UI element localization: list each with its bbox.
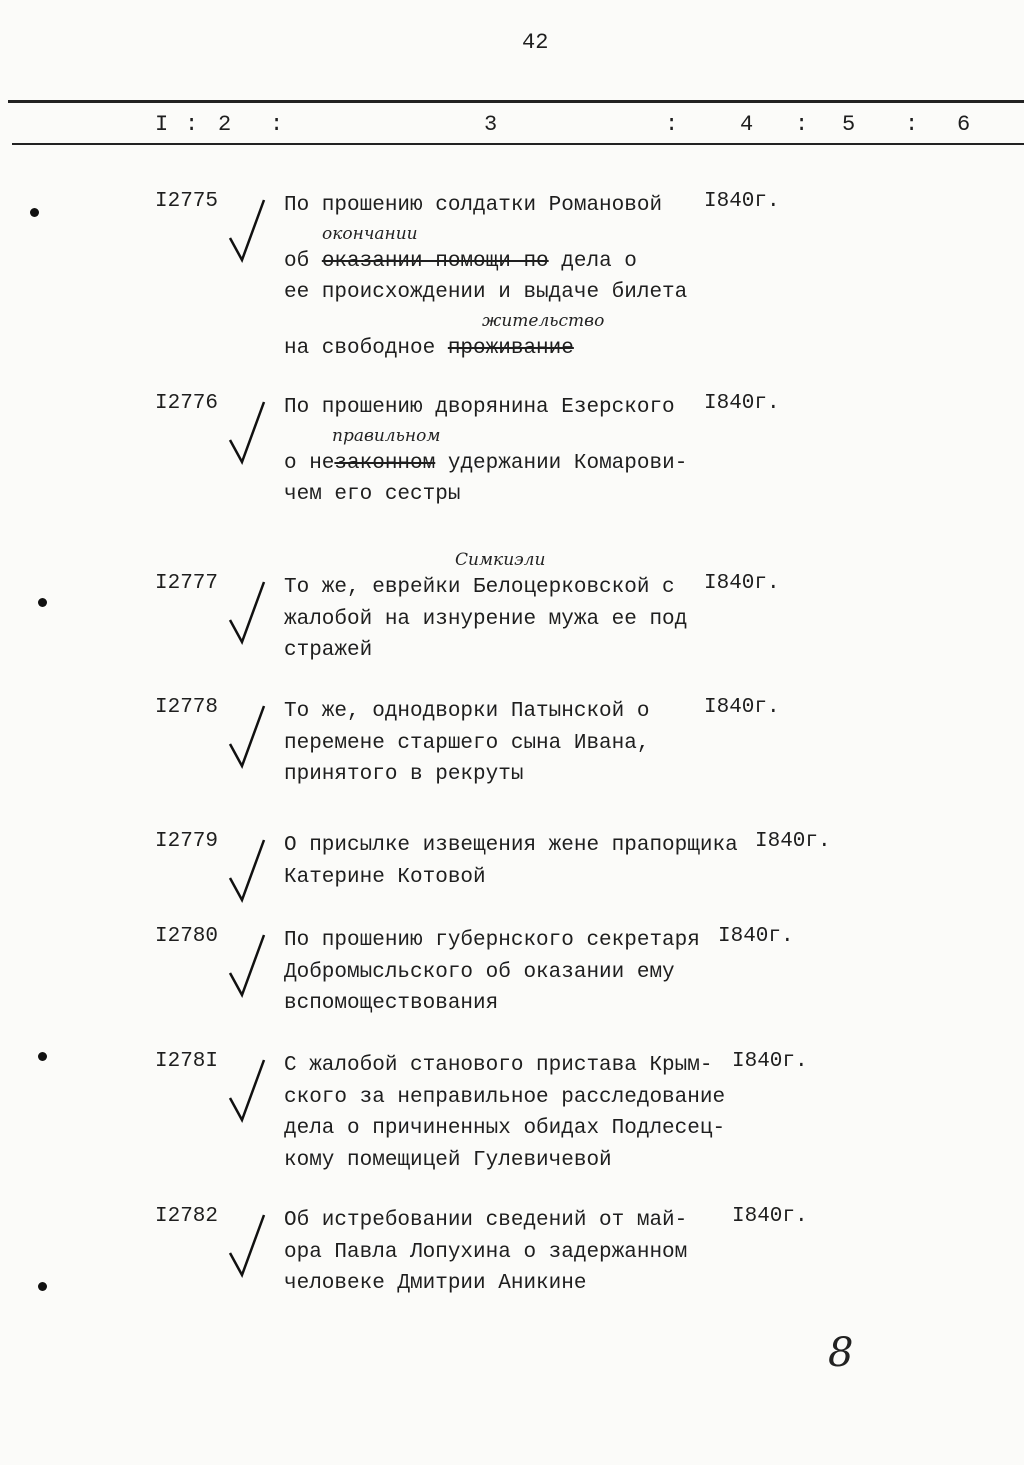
text-segment: удержании Комарови- xyxy=(435,451,688,475)
description-line xyxy=(284,696,649,728)
text-segment: дела о причиненных обидах Подлесец- xyxy=(284,1117,726,1140)
checkmark-icon xyxy=(222,704,272,779)
text-segment: чем его сестры xyxy=(284,483,461,506)
entry-year: I840г. xyxy=(732,1205,808,1228)
description-line xyxy=(284,925,700,957)
description-line xyxy=(284,1237,687,1269)
text-segment: стражей xyxy=(284,639,373,662)
checkmark-icon xyxy=(222,1058,272,1133)
description-line xyxy=(284,246,687,278)
entry-description xyxy=(284,190,687,364)
checkmark-icon xyxy=(222,1213,272,1288)
description-line xyxy=(284,988,700,1020)
col-sep: : xyxy=(665,112,679,137)
entry-year: I840г. xyxy=(704,696,780,719)
text-segment: Добромысльского об оказании ему xyxy=(284,960,675,984)
description-line xyxy=(284,1113,725,1145)
entry-year: I840г. xyxy=(704,572,780,595)
annotation-row xyxy=(284,548,687,572)
entry-year: I840г. xyxy=(704,392,780,415)
col-3: 3 xyxy=(484,112,498,137)
entry-number: I2776 xyxy=(155,392,219,415)
entry-year: I840г. xyxy=(704,190,780,213)
handwritten-correction: Симкиэли xyxy=(455,550,546,570)
text-segment: на свободное xyxy=(284,336,448,360)
text-segment: о не xyxy=(284,451,335,475)
annotation-row xyxy=(284,309,687,333)
entry-number: I2777 xyxy=(155,572,219,595)
col-sep: : xyxy=(270,112,284,137)
description-line xyxy=(284,957,700,989)
punch-hole-mark xyxy=(30,208,39,217)
description-line xyxy=(284,1082,725,1114)
text-segment: перемене старшего сына Ивана, xyxy=(284,731,650,755)
entry-number: I278I xyxy=(155,1050,219,1073)
text-segment: ее происхождении и выдаче билета xyxy=(284,281,688,304)
text-segment: человеке Дмитрии Аникине xyxy=(284,1272,587,1295)
punch-hole-mark xyxy=(38,1052,47,1061)
handwritten-correction: окончании xyxy=(322,223,418,244)
punch-hole-mark xyxy=(38,598,47,607)
entry-year: I840г. xyxy=(755,830,831,853)
text-segment: То же, однодворки Патынской о xyxy=(284,700,650,723)
description-line xyxy=(284,333,687,365)
description-line xyxy=(284,190,687,222)
text-segment: кому помещицей Гулевичевой xyxy=(284,1148,612,1172)
entry-description xyxy=(284,830,738,893)
text-segment: жалобой на изнурение мужа ее под xyxy=(284,607,688,631)
col-sep: : xyxy=(185,112,199,137)
checkmark-icon xyxy=(222,838,272,913)
col-sep: : xyxy=(905,112,919,137)
text-segment: ора Павла Лопухина о задержанном xyxy=(284,1240,688,1264)
struck-text: проживание xyxy=(447,336,574,360)
entry-number: I2780 xyxy=(155,925,219,948)
text-segment: Об истребовании сведений от май- xyxy=(284,1209,688,1232)
sheet-mark: 8 xyxy=(828,1330,854,1376)
description-line xyxy=(284,830,738,862)
page-number: 42 xyxy=(522,30,549,55)
text-segment: По прошению солдатки Романовой xyxy=(284,194,663,217)
text-segment: По прошению дворянина Езерского xyxy=(284,396,675,419)
entry-number: I2775 xyxy=(155,190,219,213)
text-segment: принятого в рекруты xyxy=(284,763,524,786)
col-sep: : xyxy=(795,112,809,137)
struck-text: законном xyxy=(334,451,436,475)
entry-description xyxy=(284,392,687,511)
checkmark-icon xyxy=(222,198,272,273)
handwritten-correction: жительство xyxy=(482,310,605,331)
description-line xyxy=(284,1205,687,1237)
description-line xyxy=(284,479,687,511)
description-line xyxy=(284,635,687,667)
text-segment: ского за неправильное расследование xyxy=(284,1085,726,1109)
text-segment: О присылке извещения жене прапорщика xyxy=(284,834,738,857)
text-segment: дела о xyxy=(548,249,637,273)
text-segment: По прошению губернского секретаря xyxy=(284,929,700,952)
text-segment: То же, еврейки Белоцерковской с xyxy=(284,576,675,599)
col-4: 4 xyxy=(740,112,754,137)
col-5: 5 xyxy=(842,112,856,137)
description-line xyxy=(284,862,738,894)
entry-description xyxy=(284,925,700,1020)
header-rule-top xyxy=(8,100,1024,103)
handwritten-correction: правильном xyxy=(332,425,441,446)
annotation-row xyxy=(284,222,687,246)
entry-description xyxy=(284,548,687,667)
description-line xyxy=(284,448,687,480)
entry-description xyxy=(284,696,649,791)
description-line xyxy=(284,1268,687,1300)
description-line xyxy=(284,604,687,636)
col-2: 2 xyxy=(218,112,232,137)
description-line xyxy=(284,277,687,309)
header-rule-bottom xyxy=(12,143,1024,145)
col-6: 6 xyxy=(957,112,971,137)
text-segment: С жалобой станового пристава Крым- xyxy=(284,1054,713,1077)
entry-description xyxy=(284,1205,687,1300)
entry-number: I2782 xyxy=(155,1205,219,1228)
text-segment: вспомоществования xyxy=(284,992,499,1015)
checkmark-icon xyxy=(222,933,272,1008)
entry-number: I2779 xyxy=(155,830,219,853)
entry-year: I840г. xyxy=(732,1050,808,1073)
description-line xyxy=(284,728,649,760)
description-line xyxy=(284,392,687,424)
text-segment: Катерине Котовой xyxy=(284,865,486,889)
col-1: I xyxy=(155,112,169,137)
punch-hole-mark xyxy=(38,1282,47,1291)
checkmark-icon xyxy=(222,400,272,475)
struck-text: оказании помощи по xyxy=(321,249,549,273)
description-line xyxy=(284,759,649,791)
checkmark-icon xyxy=(222,580,272,655)
entry-year: I840г. xyxy=(718,925,794,948)
entry-description xyxy=(284,1050,725,1176)
entry-number: I2778 xyxy=(155,696,219,719)
description-line xyxy=(284,1050,725,1082)
annotation-row xyxy=(284,424,687,448)
description-line xyxy=(284,1145,725,1177)
description-line xyxy=(284,572,687,604)
text-segment: об xyxy=(284,249,322,273)
